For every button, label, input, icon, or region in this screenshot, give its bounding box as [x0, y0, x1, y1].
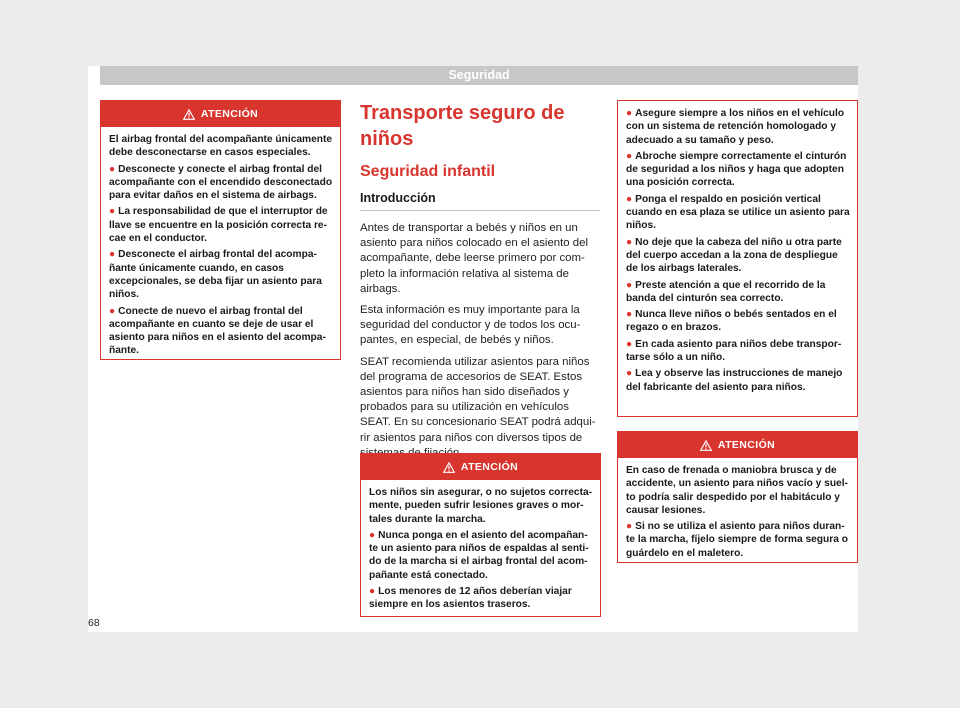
warning-triangle-icon	[183, 109, 195, 120]
list-item: ● En cada asiento para niños debe transportarse sólo a un niño.	[626, 338, 842, 364]
warning-body	[618, 101, 857, 403]
warning-label: ATENCIÓN	[460, 461, 519, 473]
section-header-bar: Seguridad	[100, 66, 858, 85]
warning-body	[361, 480, 600, 621]
paragraph: Antes de transportar a bebés y niños en un asiento para niños colocado en el asiento del acompañante, debe leerse primero por completo la información relativa al sistema de airbags.	[360, 222, 588, 295]
bullet-icon: ●	[626, 236, 633, 248]
page-number: 68	[88, 617, 100, 629]
section-heading: Introducción	[360, 189, 600, 211]
list-item: ● Si no se utiliza el asiento para niños durante la marcha, fíjelo siempre de forma segura o guárdelo en el maletero.	[626, 521, 848, 559]
list-item: ● Lea y observe las instrucciones de manejo del fabricante del asiento para niños.	[626, 368, 843, 393]
warning-box-children	[360, 453, 601, 617]
list-item: ● Ponga el respaldo en posición vertical cuando en esa plaza se utilice un asiento para niños.	[626, 193, 850, 232]
list-item: ● Preste atención a que el recorrido de la banda del cinturón sea correcto.	[626, 279, 826, 304]
list-item: ● No deje que la cabeza del niño u otra parte del cuerpo accedan a la zona de despliegue de los airbags laterales.	[626, 236, 842, 275]
warning-intro: En caso de frenada o maniobra brusca y de accidente, un asiento para niños vacío y suelto podría salir despedido por el habitáculo y causar lesiones.	[626, 465, 848, 516]
list-item: ● Nunca lleve niños o bebés sentados en el regazo o en brazos.	[626, 309, 837, 334]
bullet-icon: ●	[626, 193, 633, 205]
bullet-icon: ●	[369, 586, 376, 598]
bullet-icon: ●	[109, 249, 116, 261]
body-text	[360, 221, 600, 461]
bullet-icon: ●	[109, 163, 116, 175]
list-item: ● Desconecte y conecte el airbag frontal del acompañante con el encendido desconectado para evitar daños en el sistema de airbags.	[109, 163, 333, 202]
bullet-icon: ●	[626, 368, 633, 380]
list-item: ● Desconecte el airbag frontal del acompañante únicamente cuando, en casos excepcionales, se deba fijar un asiento para niños.	[109, 249, 322, 301]
page-subtitle: Seguridad infantil	[360, 163, 496, 180]
warning-body	[101, 127, 340, 367]
warning-box-continued	[617, 100, 858, 417]
warning-header	[361, 454, 600, 480]
list-item: ● Nunca ponga en el asiento del acompañante un asiento para niños de espaldas al sentido de la marcha si el airbag frontal del acompañante está conectado.	[369, 529, 589, 581]
warning-triangle-icon	[700, 440, 712, 451]
list-item: ● Abroche siempre correctamente el cinturón de seguridad a los niños y haga que adopten una posición correcta.	[626, 150, 847, 189]
list-item: ● Conecte de nuevo el airbag frontal del acompañante en cuanto se deje de usar el asiento para niños en el asiento del acompañante.	[109, 305, 326, 357]
list-item: ● Los menores de 12 años deberían viajar siempre en los asientos traseros.	[369, 586, 572, 611]
bullet-icon: ●	[626, 521, 633, 533]
paragraph: Esta información es muy importante para la seguridad del conductor y de todos los ocupantes, en especial, de bebés y niños.	[360, 304, 581, 347]
warning-header	[101, 101, 340, 127]
warning-body	[618, 458, 857, 569]
bullet-icon: ●	[109, 206, 116, 218]
bullet-icon: ●	[369, 529, 376, 541]
bullet-icon: ●	[626, 338, 633, 350]
bullet-icon: ●	[626, 309, 633, 321]
warning-label: ATENCIÓN	[200, 108, 259, 120]
page-title: Transporte seguro de niños	[360, 102, 565, 150]
list-item: ● Asegure siempre a los niños en el vehículo con un sistema de retención homologado y adecuado a su tamaño y peso.	[626, 108, 845, 146]
bullet-icon: ●	[109, 305, 116, 317]
bullet-icon: ●	[626, 150, 633, 162]
paragraph: SEAT recomienda utilizar asientos para niños del programa de accesorios de SEAT. Estos asientos para niños han sido diseñados y probados para su utilización en vehículos SEAT. En su concesionario SEAT podrá adquirir asientos para niños con diversos tipos de	[360, 355, 596, 444]
main-column	[360, 100, 600, 467]
warning-box-airbag	[100, 100, 341, 360]
warning-box-empty-seat	[617, 431, 858, 563]
warning-label: ATENCIÓN	[717, 439, 776, 451]
warning-intro: Los niños sin asegurar, o no sujetos correctamente, pueden sufrir lesiones graves o mortales durante la marcha.	[369, 487, 593, 525]
bullet-icon: ●	[626, 279, 633, 291]
bullet-icon: ●	[626, 108, 633, 119]
warning-header	[618, 432, 857, 458]
list-item: ● La responsabilidad de que el interruptor de llave se encuentre en la posición correcta recae en el conductor.	[109, 206, 328, 245]
warning-intro: El airbag frontal del acompañante únicamente debe desconectarse en casos especiales.	[109, 134, 333, 159]
warning-triangle-icon	[443, 462, 455, 473]
